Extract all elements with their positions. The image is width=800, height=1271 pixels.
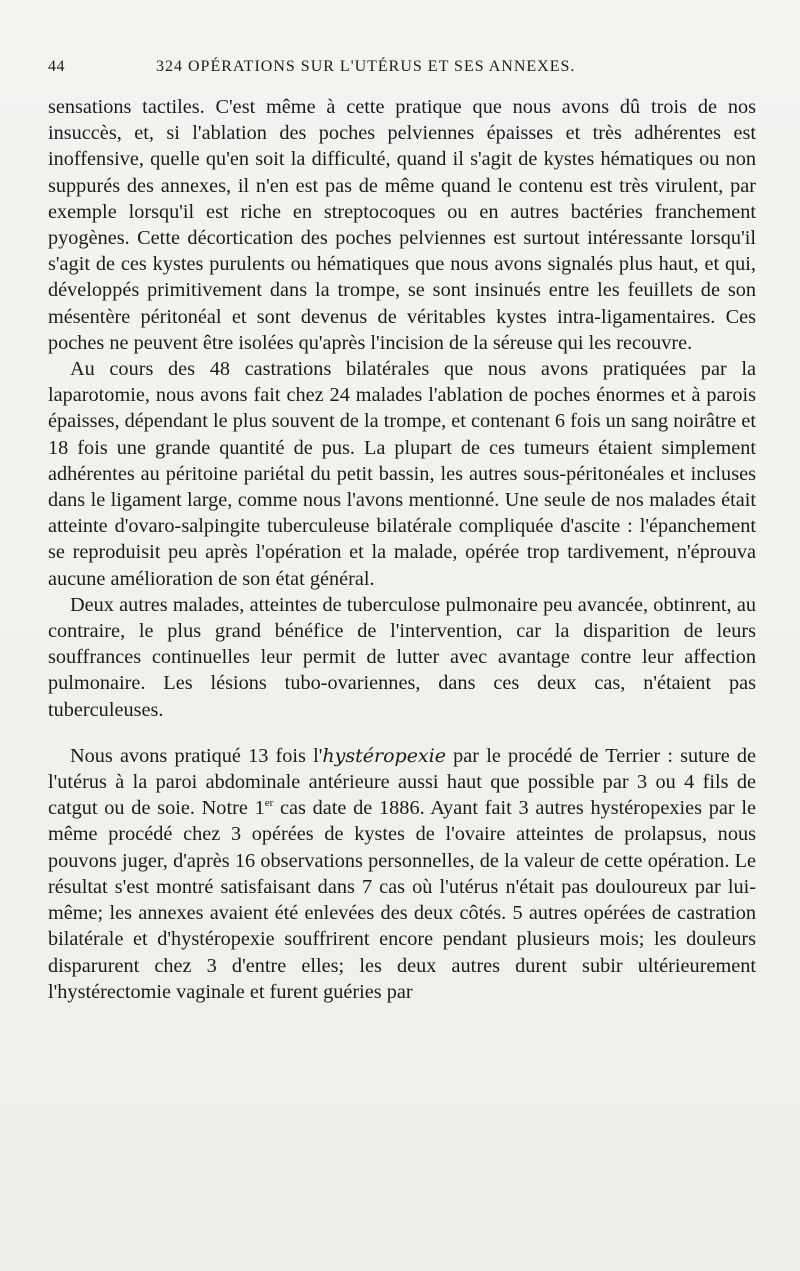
running-title: 324 OPÉRATIONS SUR L'UTÉRUS ET SES ANNEXES.: [156, 58, 576, 75]
paragraph-text: par le procédé de Terrier : suture de l'utérus à la paroi abdominale antérieure aussi haut que possible par 3 ou 4 fils de catgut ou de soie. Notre 1: [48, 744, 756, 820]
italic-term: hystéropexie: [322, 744, 446, 767]
paragraph: Deux autres malades, atteintes de tuberculose pulmonaire peu avancée, obtinrent, au contraire, le plus grand bénéfice de l'intervention, car la disparition de leurs souffrances continuelles leur permit de lutter avec avantage contre leur affection pulmonaire. Les lésions tubo-ovariennes, dans ces deux cas, n'étaient pas tuberculeuses.: [48, 593, 756, 721]
body-text: [48, 94, 756, 1005]
paragraph: [48, 743, 756, 1005]
paragraph-text: cas date de 1886. Ayant fait 3 autres hystéropexies par le même procédé chez 3 opérées de kystes de l'ovaire atteintes de prolapsus, nous pouvons juger, d'après 16 observations personnelles, de la valeur de cette opération. Le résultat s'est montré satisfaisant dans 7 cas où l'utérus n'était pas douloureux par lui-même; les annexes avaient été enlevées des deux côtés. 5 autres opérées de castration bilatérale et d'hystéropexie souffrirent encore pendant plusieurs mois; les douleurs disparurent chez 3 d'entre elles; les deux autres durent subir ultérieurement l'hystérectomie vaginale et furent guéries par: [48, 797, 757, 1003]
page-number: 44: [48, 58, 65, 75]
paragraph: sensations tactiles. C'est même à cette pratique que nous avons dû trois de nos insuccès, et, si l'ablation des poches pelviennes épaisses et très adhérentes est inoffensive, quelle qu'en soit la difficulté, quand il s'agit de kystes hématiques ou non suppurés des annexes, il n'en est pas de même quand le contenu est très virulent, par exemple lorsqu'il est riche en streptocoques ou en autres bactéries franchement pyogènes. Cette décortication des poches pelviennes est surtout intéressante lorsqu'il s'agit de ces kystes purulents ou hématiques que nous avons signalés plus haut, et qui, développés primitivement dans la trompe, se sont insinués entre les feuillets de son mésentère péritonéal et sont devenus de véritables kystes intra-ligamentaires. Ces poches ne peuvent être isolées qu'après l'incision de la séreuse qui les recouvre.: [48, 96, 756, 354]
superscript: er: [264, 797, 274, 810]
paragraph: Au cours des 48 castrations bilatérales que nous avons pratiquées par la laparotomie, nous avons fait chez 24 malades l'ablation de poches énormes et à parois épaisses, dépendant le plus souvent de la trompe, et contenant 6 fois un sang noirâtre et 18 fois une grande quantité de pus. La plupart de ces tumeurs étaient simplement adhérentes au péritoine pariétal du petit bassin, les autres sous-péritonéales et incluses dans le ligament large, comme nous l'avons mentionné. Une seule de nos malades était atteinte d'ovaro-salpingite tuberculeuse bilatérale compliquée d'ascite : l'épanchement se reproduisit peu après l'opération et la malade, opérée trop tardivement, n'éprouva aucune amélioration de son état général.: [48, 358, 756, 590]
paragraph-text: Nous avons pratiqué 13 fois l': [70, 744, 323, 767]
running-header: [48, 58, 756, 88]
